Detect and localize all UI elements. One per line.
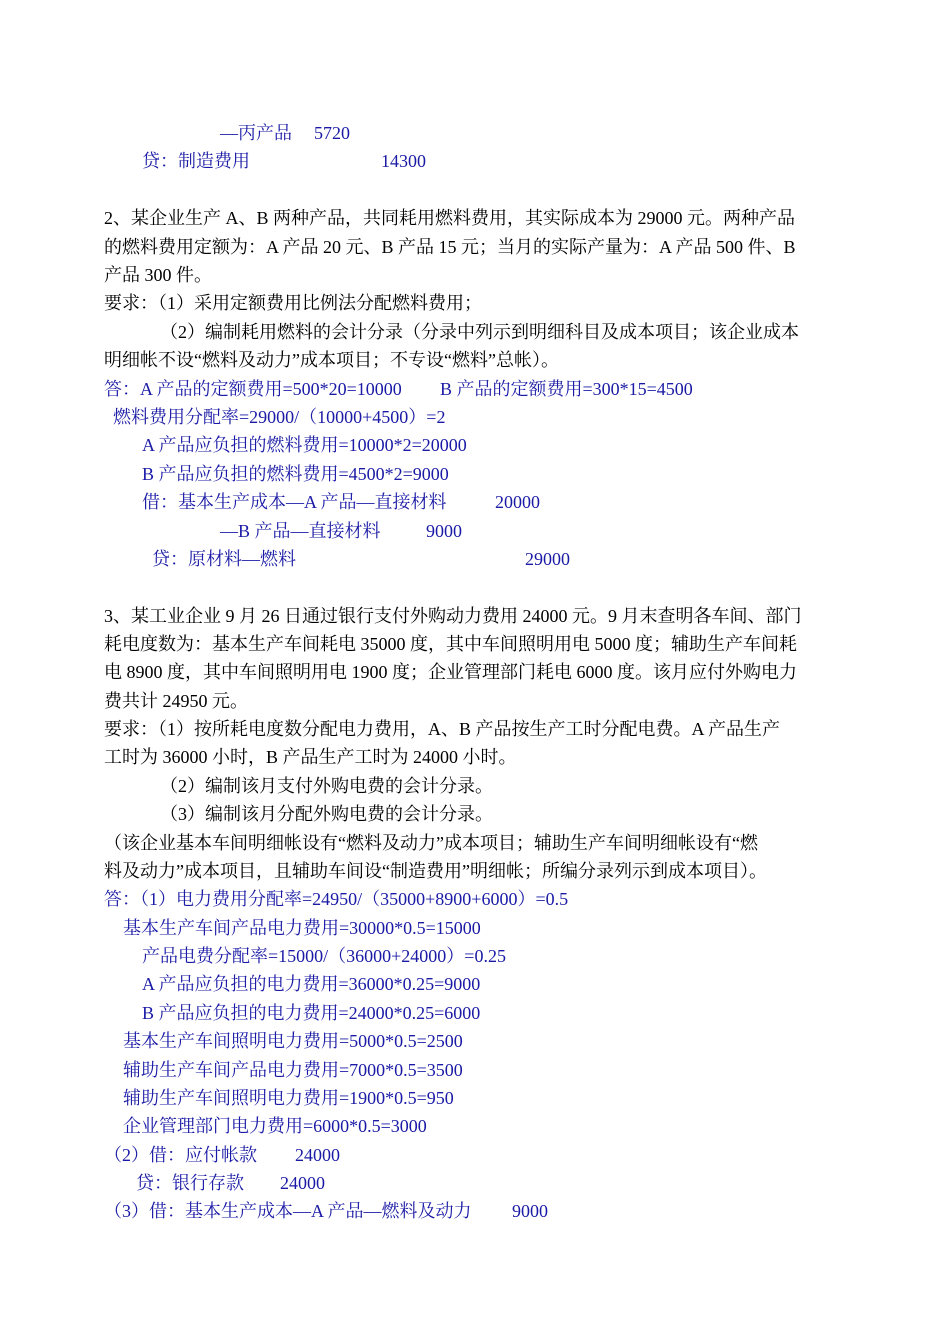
q3-entry-2-debit: （2）借：应付帐款 (104, 1145, 257, 1165)
prev-entry-line (220, 122, 350, 144)
q2-requirement-1: 要求：（1）采用定额费用比例法分配燃料费用； (104, 293, 482, 313)
q3-answer-line-5: B 产品应负担的电力费用=24000*0.25=6000 (142, 1003, 481, 1023)
prev-credit-amount: 14300 (381, 151, 426, 171)
q3-requirement-1: 要求：（1）按所耗电度数分配电力费用，A、B 产品按生产工时分配电费。A 产品生产 (104, 719, 781, 739)
q2-requirement-2: （2）编制耗用燃料的会计分录（分录中列示到明细科目及成本项目；该企业成本 (160, 322, 799, 342)
q3-text-line-3: 电 8900 度，其中车间照明用电 1900 度；企业管理部门耗电 6000 度。该月应付外购电力 (104, 662, 797, 682)
q2-entry-1-amount: 20000 (495, 492, 540, 512)
prev-credit-account: 贷：制造费用 (142, 151, 250, 171)
q3-text-line-1: 3、某工业企业 9 月 26 日通过银行支付外购动力费用 24000 元。9 月末查明各车间、部门 (104, 606, 802, 626)
q2-text-line-3: 产品 300 件。 (104, 265, 212, 285)
q2-requirement-2-cont: 明细帐不设“燃料及动力”成本项目；不专设“燃料”总帐）。 (104, 350, 559, 370)
q3-entry-2-credit-amount: 24000 (280, 1173, 325, 1193)
q2-entry-3-account: 贷：原材料—燃料 (152, 549, 296, 569)
q2-entry-1-account: 借：基本生产成本—A 产品—直接材料 (142, 492, 447, 512)
q3-answer-line-6: 基本生产车间照明电力费用=5000*0.5=2500 (123, 1031, 463, 1051)
q2-text-line-2: 的燃料费用定额为：A 产品 20 元、B 产品 15 元；当月的实际产量为：A 产品 500 件、B (104, 237, 796, 257)
q3-answer-line-8: 辅助生产车间照明电力费用=1900*0.5=950 (123, 1088, 454, 1108)
q3-text-line-4: 费共计 24950 元。 (104, 691, 248, 711)
prev-credit-line (142, 150, 250, 172)
q3-requirement-3: （3）编制该月分配外购电费的会计分录。 (160, 804, 493, 824)
q3-requirement-2: （2）编制该月支付外购电费的会计分录。 (160, 776, 493, 796)
q2-answer-line-3: A 产品应负担的燃料费用=10000*2=20000 (142, 435, 467, 455)
q3-answer-line-7: 辅助生产车间产品电力费用=7000*0.5=3500 (123, 1060, 463, 1080)
q2-answer-line-2: 燃料费用分配率=29000/（10000+4500）=2 (113, 407, 446, 427)
q3-entry-2-debit-amount: 24000 (295, 1145, 340, 1165)
q3-answer-line-4: A 产品应负担的电力费用=36000*0.25=9000 (142, 974, 481, 994)
q3-requirement-1-cont: 工时为 36000 小时，B 产品生产工时为 24000 小时。 (104, 747, 517, 767)
q3-note-line-2: 料及动力”成本项目，且辅助车间设“制造费用”明细帐；所编分录列示到成本项目）。 (104, 861, 767, 881)
q2-answer-line-1a: 答：A 产品的定额费用=500*20=10000 (104, 379, 402, 399)
q2-entry-3-amount: 29000 (525, 549, 570, 569)
q2-answer-line-1b: B 产品的定额费用=300*15=4500 (440, 379, 693, 399)
q3-entry-3-debit-amount: 9000 (512, 1201, 548, 1221)
prev-entry-amount: 5720 (314, 123, 350, 143)
q3-answer-line-3: 产品电费分配率=15000/（36000+24000）=0.25 (142, 946, 506, 966)
q2-entry-2-amount: 9000 (426, 521, 462, 541)
q2-text-line-1: 2、某企业生产 A、B 两种产品，共同耗用燃料费用，其实际成本为 29000 元。两种产品 (104, 208, 796, 228)
q3-entry-2-credit: 贷：银行存款 (136, 1173, 244, 1193)
q2-entry-2-account: —B 产品—直接材料 (220, 521, 381, 541)
prev-entry-account: —丙产品 (220, 123, 292, 143)
q3-answer-line-9: 企业管理部门电力费用=6000*0.5=3000 (123, 1116, 427, 1136)
q3-entry-3-debit: （3）借：基本生产成本—A 产品—燃料及动力 (104, 1201, 472, 1221)
q3-answer-line-1: 答：（1）电力费用分配率=24950/（35000+8900+6000）=0.5 (104, 889, 569, 909)
q3-note-line-1: （该企业基本车间明细帐设有“燃料及动力”成本项目；辅助生产车间明细帐设有“燃 (104, 833, 758, 853)
q3-text-line-2: 耗电度数为：基本生产车间耗电 35000 度，其中车间照明用电 5000 度；辅助生产车间耗 (104, 634, 797, 654)
q2-answer-line-4: B 产品应负担的燃料费用=4500*2=9000 (142, 464, 449, 484)
q3-answer-line-2: 基本生产车间产品电力费用=30000*0.5=15000 (123, 918, 481, 938)
